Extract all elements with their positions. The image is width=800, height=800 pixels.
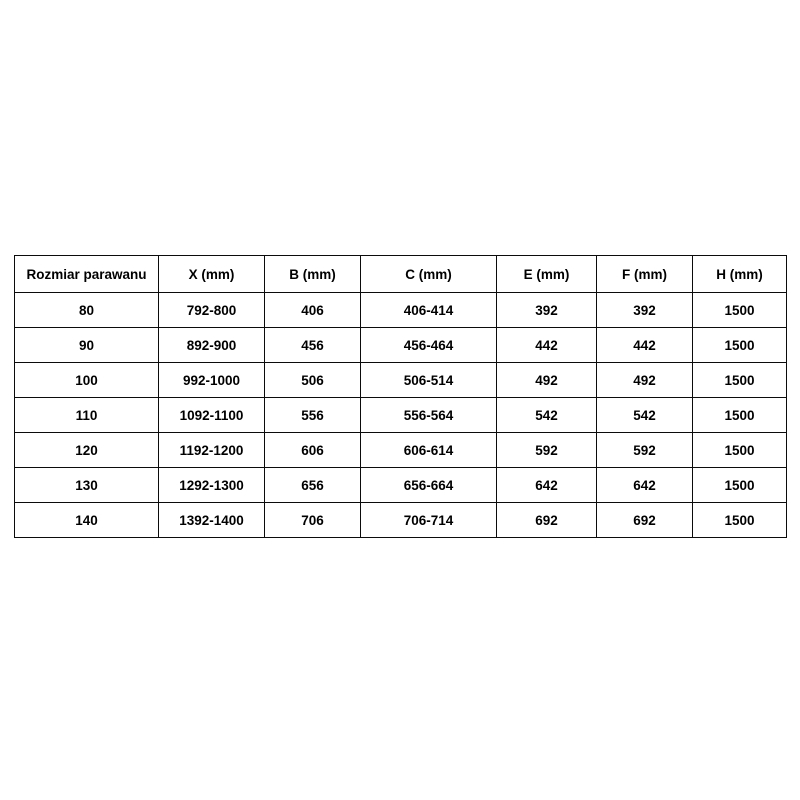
table-cell: 656-664: [361, 468, 497, 503]
table-cell: 392: [597, 293, 693, 328]
table-cell: 392: [497, 293, 597, 328]
table-cell: 1500: [693, 398, 787, 433]
table-cell: 1500: [693, 363, 787, 398]
table-cell: 656: [265, 468, 361, 503]
table-cell: 442: [597, 328, 693, 363]
table-cell: 556-564: [361, 398, 497, 433]
table-cell: 456: [265, 328, 361, 363]
table-cell: 120: [15, 433, 159, 468]
column-header-rozmiar-parawanu: Rozmiar parawanu: [15, 256, 159, 293]
table-cell: 1500: [693, 328, 787, 363]
column-header-f: F (mm): [597, 256, 693, 293]
table-row: [15, 363, 787, 398]
table-row: [15, 293, 787, 328]
table-cell: 90: [15, 328, 159, 363]
table-cell: 130: [15, 468, 159, 503]
table-cell: 442: [497, 328, 597, 363]
table-row: [15, 433, 787, 468]
table-cell: 992-1000: [159, 363, 265, 398]
column-header-c: C (mm): [361, 256, 497, 293]
table-cell: 110: [15, 398, 159, 433]
table-cell: 506: [265, 363, 361, 398]
table-cell: 1500: [693, 433, 787, 468]
spec-table-container: [14, 255, 786, 538]
table-cell: 592: [497, 433, 597, 468]
table-cell: 1092-1100: [159, 398, 265, 433]
column-header-b: B (mm): [265, 256, 361, 293]
table-cell: 892-900: [159, 328, 265, 363]
table-cell: 1500: [693, 468, 787, 503]
table-cell: 456-464: [361, 328, 497, 363]
table-cell: 100: [15, 363, 159, 398]
table-cell: 140: [15, 503, 159, 538]
table-cell: 642: [597, 468, 693, 503]
table-cell: 492: [497, 363, 597, 398]
column-header-x: X (mm): [159, 256, 265, 293]
table-cell: 692: [597, 503, 693, 538]
table-cell: 606: [265, 433, 361, 468]
table-cell: 792-800: [159, 293, 265, 328]
specification-table: [14, 255, 787, 538]
table-cell: 556: [265, 398, 361, 433]
table-cell: 606-614: [361, 433, 497, 468]
table-cell: 1292-1300: [159, 468, 265, 503]
table-cell: 706: [265, 503, 361, 538]
table-cell: 506-514: [361, 363, 497, 398]
table-cell: 406-414: [361, 293, 497, 328]
table-cell: 542: [497, 398, 597, 433]
table-cell: 706-714: [361, 503, 497, 538]
table-cell: 642: [497, 468, 597, 503]
table-row: [15, 398, 787, 433]
table-cell: 692: [497, 503, 597, 538]
table-row: [15, 468, 787, 503]
table-cell: 80: [15, 293, 159, 328]
table-cell: 1500: [693, 503, 787, 538]
table-row: [15, 503, 787, 538]
table-cell: 542: [597, 398, 693, 433]
column-header-e: E (mm): [497, 256, 597, 293]
table-cell: 592: [597, 433, 693, 468]
table-cell: 1392-1400: [159, 503, 265, 538]
table-cell: 1500: [693, 293, 787, 328]
table-cell: 1192-1200: [159, 433, 265, 468]
table-cell: 406: [265, 293, 361, 328]
table-row: [15, 328, 787, 363]
table-header-row: [15, 256, 787, 293]
table-cell: 492: [597, 363, 693, 398]
column-header-h: H (mm): [693, 256, 787, 293]
